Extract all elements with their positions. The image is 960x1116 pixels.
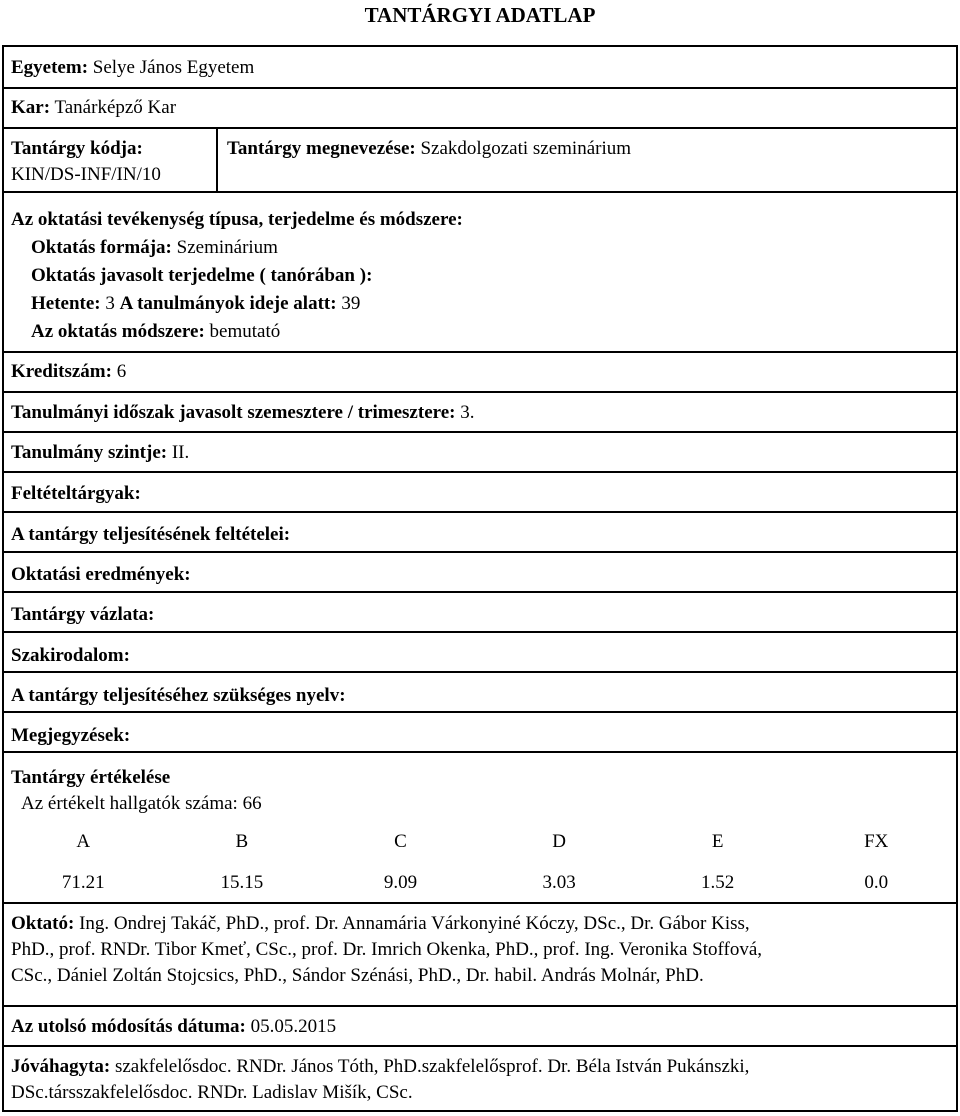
faculty-row [4,89,956,129]
notes-row [4,713,956,753]
approved-line: szakfelelősdoc. RNDr. János Tóth, PhD.szakfelelősprof. Dr. Béla István Pukánszki, [114,1056,750,1077]
course-id-row [4,129,956,193]
credits-label: Kreditszám: [11,361,112,382]
teachers-row [4,904,956,1007]
weekly-label: Hetente: [31,293,101,314]
prerequisites-row [4,473,956,513]
grade-letter: D [552,831,566,852]
outcomes-label: Oktatási eredmények: [11,564,191,585]
semester-row [4,393,956,433]
university-label: Egyetem: [11,57,89,78]
conditions-label: A tantárgy teljesítésének feltételei: [11,524,291,545]
grade-letter: E [711,831,724,852]
last-modified-label: Az utolsó módosítás dátuma: [11,1016,246,1037]
document-title: TANTÁRGYI ADATLAP [364,3,596,27]
literature-row [4,633,956,673]
outline-label: Tantárgy vázlata: [11,604,155,625]
teachers-line: PhD., prof. RNDr. Tibor Kmeť, CSc., prof. Dr. Imrich Okenka, PhD., prof. Ing. Veronika Stoffová, [11,939,763,960]
grade-percent: 0.0 [864,872,889,893]
teachers-line: CSc., Dániel Zoltán Stojcsics, PhD., Sándor Szénási, PhD., Dr. habil. András Molnár, PhD. [11,965,704,986]
approved-row [4,1047,956,1110]
grade-table [4,829,956,896]
grade-letters-row [4,829,956,855]
grade-letter: FX [864,831,889,852]
course-code-cell [4,129,218,191]
semester-value: 3. [460,402,475,423]
teaching-scope-label: Oktatás javasolt terjedelme ( tanórában ): [31,265,373,286]
outline-row [4,593,956,633]
grade-percent-row [4,870,956,896]
total-value: 39 [341,293,361,314]
course-name-label: Tantárgy megnevezése: [227,138,416,159]
semester-label: Tanulmányi időszak javasolt szemesztere / trimesztere: [11,402,456,423]
literature-label: Szakirodalom: [11,645,130,666]
teaching-form-label: Oktatás formája: [31,237,172,258]
faculty-label: Kar: [11,97,51,118]
conditions-row [4,513,956,553]
course-code-value: KIN/DS-INF/IN/10 [11,164,161,185]
grade-letter: A [76,831,91,852]
credits-value: 6 [116,361,127,382]
grade-percent: 9.09 [383,872,418,893]
grade-percent: 71.21 [61,872,105,893]
evaluation-row [4,753,956,904]
university-value: Selye János Egyetem [92,57,255,78]
language-row [4,673,956,713]
method-value: bemutató [209,321,281,342]
teaching-heading: Az oktatási tevékenység típusa, terjedelme és módszere: [11,209,463,230]
university-row [4,47,956,89]
grade-percent: 15.15 [220,872,264,893]
grade-percent: 3.03 [542,872,576,893]
level-row [4,433,956,473]
method-label: Az oktatás módszere: [31,321,205,342]
teachers-label: Oktató: [11,913,75,934]
total-label: A tanulmányok ideje alatt: [119,293,337,314]
notes-label: Megjegyzések: [11,725,131,746]
level-value: II. [171,442,190,463]
last-modified-value: 05.05.2015 [250,1016,337,1037]
credits-row [4,353,956,393]
level-label: Tanulmány szintje: [11,442,168,463]
grade-percent: 1.52 [701,872,735,893]
grade-letter: B [235,831,249,852]
approved-label: Jóváhagyta: [11,1056,111,1077]
evaluation-heading: Tantárgy értékelése [11,767,171,788]
course-name-cell [218,129,631,191]
weekly-value: 3 [105,293,115,314]
outcomes-row [4,553,956,593]
datasheet-table [2,45,958,1112]
course-name-value: Szakdolgozati szeminárium [420,138,632,159]
teaching-row [4,193,956,353]
teaching-form-value: Szeminárium [176,237,278,258]
course-code-label: Tantárgy kódja: [11,138,143,159]
evaluated-students: Az értékelt hallgatók száma: 66 [21,793,262,814]
teachers-line: Ing. Ondrej Takáč, PhD., prof. Dr. Annamária Várkonyiné Kóczy, DSc., Dr. Gábor Kiss, [79,913,750,934]
grade-letter: C [394,831,407,852]
approved-line: DSc.társszakfelelősdoc. RNDr. Ladislav Mišík, CSc. [11,1082,413,1103]
faculty-value: Tanárképző Kar [54,97,177,118]
last-modified-row [4,1007,956,1047]
prerequisites-label: Feltételtárgyak: [11,483,141,504]
language-label: A tantárgy teljesítéséhez szükséges nyelv: [11,685,346,706]
